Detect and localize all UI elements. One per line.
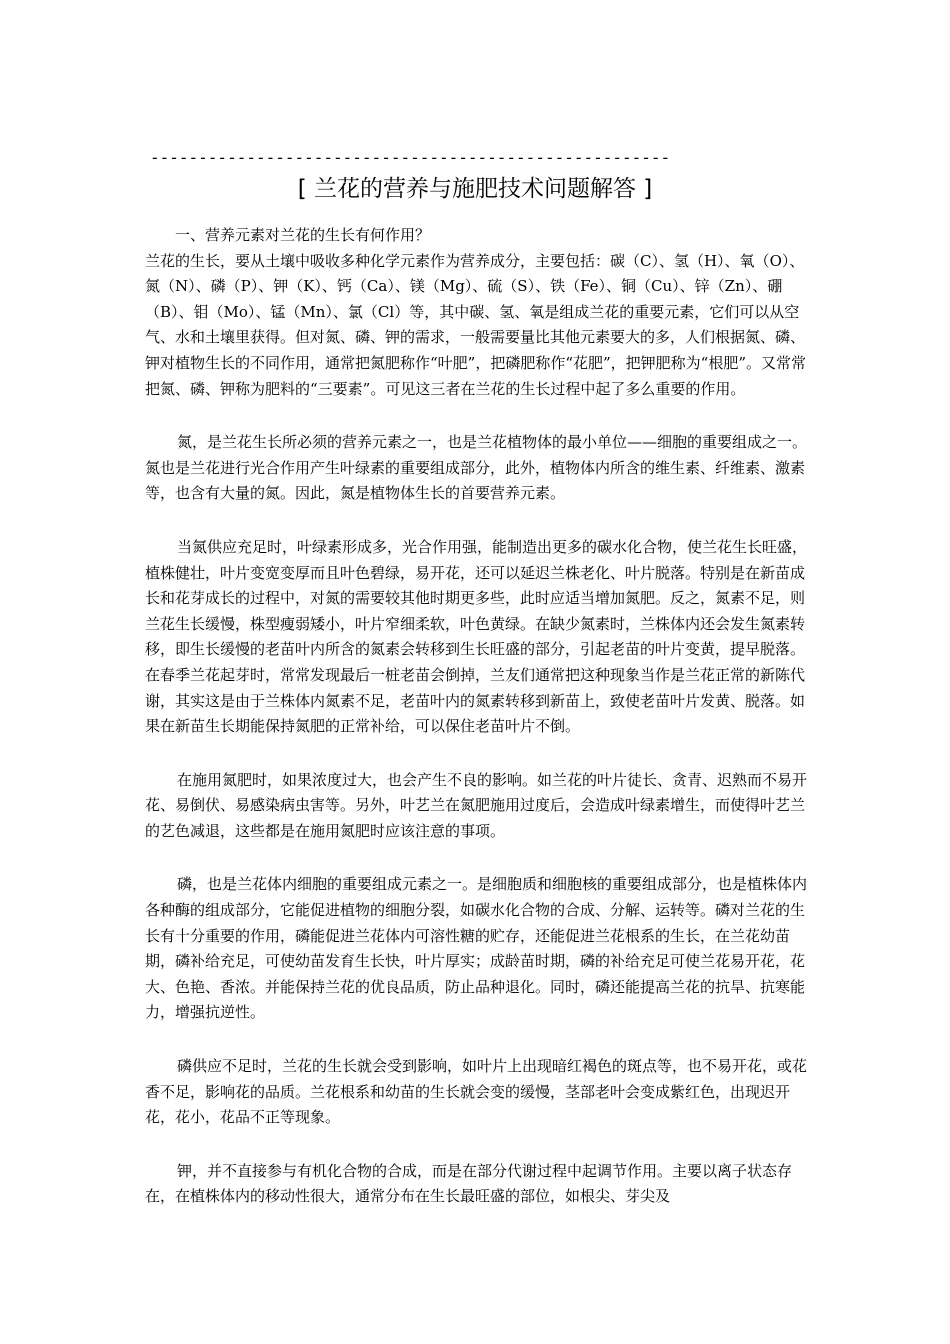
- question-heading: 一、营养元素对兰花的生长有何作用？: [175, 226, 431, 244]
- paragraph: 兰花的生长，要从土壤中吸收多种化学元素作为营养成分，主要包括：碳（C）、氢（H）、氧（O）、氮（N）、磷（P）、钾（K）、钙（Ca）、镁（Mg）、硫（S）、铁（Fe）、铜（Cu）、锌（Zn）、硼（B）、钼（Mo）、锰（Mn）、氯（Cl）等，其中碳、氢、氧是组成兰花的重要元素，它们可以从空气、水和土壤里获得。但对氮、磷、钾的需求，一般需要量比其他元素要大的多，人们根据氮、磷、钾对植物生长的不同作用，通常把氮肥称作“叶肥”，把磷肥称作“花肥”，把钾肥称为“根肥”。又常常把氮、磷、钾称为肥料的“三要素”。可见这三者在兰花的生长过程中起了多么重要的作用。: [145, 251, 807, 398]
- paragraph: 磷供应不足时，兰花的生长就会受到影响，如叶片上出现暗红褐色的斑点等，也不易开花，或花香不足，影响花的品质。兰花根系和幼苗的生长就会变的缓慢，茎部老叶会变成紫红色，出现迟开花，花小，花品不正等现象。: [145, 1057, 808, 1127]
- paragraph: 当氮供应充足时，叶绿素形成多，光合作用强，能制造出更多的碳水化合物，使兰花生长旺盛，植株健壮，叶片变宽变厚而且叶色碧绿，易开花，还可以延迟兰株老化、叶片脱落。特别是在新苗成长和花芽成长的过程中，对氮的需要较其他时期更多些，此时应适当增加氮肥。反之，氮素不足，则兰花生长缓慢，株型瘦弱矮小，叶片窄细柔软，叶色黄绿。在缺少氮素时，兰株体内还会发生氮素转移，即生长缓慢的老苗叶内所含的氮素会转移到生长旺盛的部分，引起老苗的叶片变黄，提早脱落。在春季兰花起芽时，常常发现最后一桩老苗会倒掉，兰友们通常把这种现象当作是兰花正常的新陈代谢，其实这是由于兰株体内氮素不足，老苗叶内的氮素转移到新苗上，致使老苗叶片发黄、脱落。如果在新苗生长期能保持氮肥的正常补给，可以保住老苗叶片不倒。: [145, 537, 808, 736]
- paragraph: 氮，是兰花生长所必须的营养元素之一，也是兰花植物体的最小单位——细胞的重要组成之一。氮也是兰花进行光合作用产生叶绿素的重要组成部分，此外，植物体内所含的维生素、纤维素、激素等，也含有大量的氮。因此，氮是植物体生长的首要营养元素。: [145, 433, 808, 503]
- document-body: [145, 223, 807, 1210]
- separator-line: ------------------------------------------------------: [150, 148, 671, 167]
- paragraph: 在施用氮肥时，如果浓度过大，也会产生不良的影响。如兰花的叶片徒长、贪青、迟熟而不易开花、易倒伏、易感染病虫害等。另外，叶艺兰在氮肥施用过度后，会造成叶绿素增生，而使得叶艺兰的艺色减退，这些都是在施用氮肥时应该注意的事项。: [145, 770, 808, 840]
- paragraph: 磷，也是兰花体内细胞的重要组成元素之一。是细胞质和细胞核的重要组成部分，也是植株体内各种酶的组成部分，它能促进植物的细胞分裂，如碳水化合物的合成、分解、运转等。磷对兰花的生长有十分重要的作用，磷能促进兰花体内可溶性糖的贮存，还能促进兰花根系的生长，在兰花幼苗期，磷补给充足，可使幼苗发育生长快，叶片厚实；成龄苗时期，磷的补给充足可使兰花易开花，花大、色艳、香浓。并能保持兰花的优良品质，防止品种退化。同时，磷还能提高兰花的抗旱、抗寒能力，增强抗逆性。: [145, 875, 808, 1022]
- page-title: [ 兰花的营养与施肥技术问题解答 ]: [297, 176, 653, 202]
- paragraph: 钾，并不直接参与有机化合物的合成，而是在部分代谢过程中起调节作用。主要以离子状态存在，在植株体内的移动性很大，通常分布在生长最旺盛的部位，如根尖、芽尖及: [145, 1161, 793, 1206]
